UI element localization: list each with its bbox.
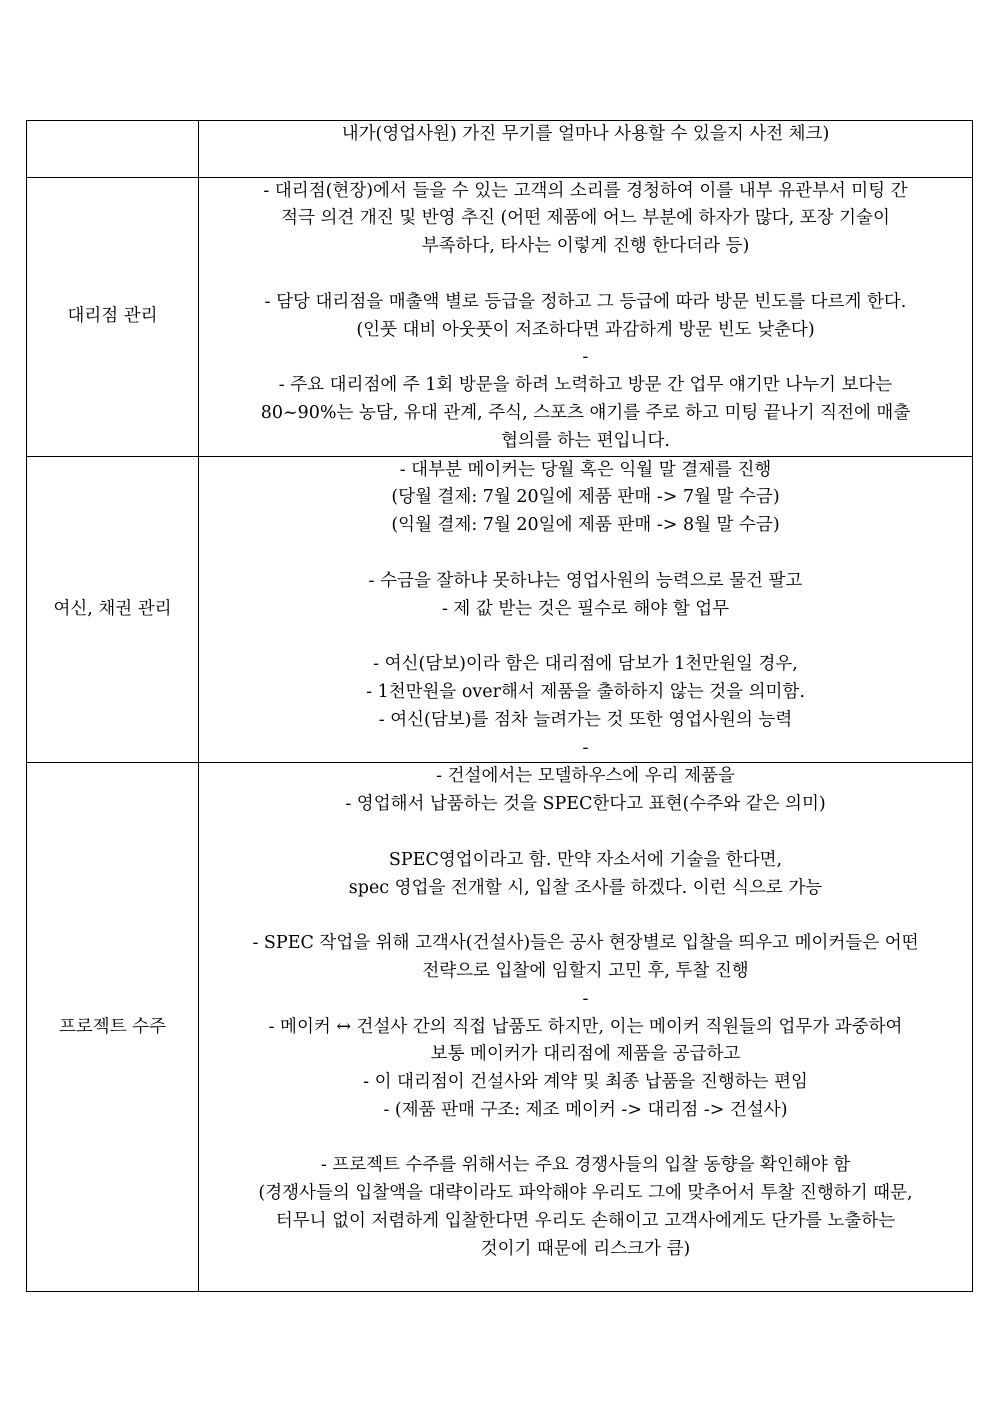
content-line: - 대리점(현장)에서 들을 수 있는 고객의 소리를 경청하여 이를 내부 유관부서 미팅 간 <box>263 180 908 201</box>
table-row <box>27 456 973 763</box>
content-line: - 수금을 잘하냐 못하냐는 영업사원의 능력으로 물건 팔고 <box>368 570 803 591</box>
table-row <box>27 121 973 178</box>
content-line <box>205 902 966 930</box>
content-line: - 영업해서 납품하는 것을 SPEC한다고 표현(수주와 같은 의미) <box>345 794 826 815</box>
content-line <box>205 261 966 289</box>
content-line: - 담당 대리점을 매출액 별로 등급을 정하고 그 등급에 따라 방문 빈도를 다르게 한다. <box>264 291 907 312</box>
row-content-cell <box>199 177 973 456</box>
content-line: 내가(영업사원) 가진 무기를 얼마나 사용할 수 있을지 사전 체크) <box>341 124 830 144</box>
content-line: spec 영업을 전개할 시, 입찰 조사를 하겠다. 이런 식으로 가능 <box>348 877 823 898</box>
content-line: - SPEC 작업을 위해 고객사(건설사)들은 공사 현장별로 입찰을 띄우고 메이커들은 어떤 <box>252 933 919 954</box>
content-line: 80~90%는 농담, 유대 관계, 주식, 스포츠 얘기를 주로 하고 미팅 끝나기 직전에 매출 <box>260 402 911 423</box>
content-line: (인풋 대비 아웃풋이 저조하다면 과감하게 방문 빈도 낮춘다) <box>356 319 815 340</box>
row-label: 대리점 관리 <box>67 306 158 327</box>
row-label-cell <box>27 177 199 456</box>
content-line: - 메이커 ↔ 건설사 간의 직접 납품도 하지만, 이는 메이커 직원들의 업무가 과중하여 <box>268 1016 903 1037</box>
row-content <box>199 763 972 1291</box>
content-line: 협의를 하는 편입니다. <box>501 430 670 451</box>
table-row <box>27 177 973 456</box>
content-line <box>205 1125 966 1153</box>
content-line: - <box>582 737 589 758</box>
row-content <box>199 121 972 177</box>
content-line: - 이 대리점이 건설사와 계약 및 최종 납품을 진행하는 편임 <box>363 1072 808 1093</box>
notes-table <box>26 120 973 1292</box>
content-line: (경쟁사들의 입찰액을 대략이라도 파악해야 우리도 그에 맞추어서 투찰 진행하기 때문, <box>258 1183 913 1204</box>
row-label: 여신, 채권 관리 <box>53 598 172 619</box>
content-line <box>205 623 966 651</box>
content-line: 터무니 없이 저렴하게 입찰한다면 우리도 손해이고 고객사에게도 단가를 노출하는 <box>275 1211 896 1232</box>
row-label-cell <box>27 456 199 763</box>
row-content-cell <box>199 456 973 763</box>
content-line: 것이기 때문에 리스크가 큼) <box>480 1238 691 1259</box>
row-content-cell <box>199 763 973 1292</box>
content-line: - 건설에서는 모델하우스에 우리 제품을 <box>436 766 735 787</box>
content-line: 보통 메이커가 대리점에 제품을 공급하고 <box>430 1044 741 1065</box>
content-line: 부족하다, 타사는 이렇게 진행 한다더라 등) <box>421 236 750 257</box>
content-line: - (제품 판매 구조: 제조 메이커 -> 대리점 -> 건설사) <box>383 1099 788 1120</box>
row-label: 프로젝트 수주 <box>59 1016 166 1037</box>
content-line: (익월 결제: 7월 20일에 제품 판매 -> 8월 말 수금) <box>391 515 780 536</box>
row-label-cell <box>27 121 199 178</box>
content-line: - 제 값 받는 것은 필수로 해야 할 업무 <box>441 598 730 619</box>
content-line: 전략으로 입찰에 임할지 고민 후, 투찰 진행 <box>422 960 749 981</box>
content-line: - 1천만원을 over해서 제품을 출하하지 않는 것을 의미함. <box>366 681 805 702</box>
content-line: 적극 의견 개진 및 반영 추진 (어떤 제품에 어느 부분에 하자가 많다, 포장 기술이 <box>281 208 890 229</box>
row-content-cell <box>199 121 973 178</box>
content-line <box>205 540 966 568</box>
content-line: - <box>582 988 589 1009</box>
content-line <box>205 819 966 847</box>
row-content <box>199 457 972 763</box>
row-content <box>199 178 972 456</box>
content-line <box>205 149 966 177</box>
content-line <box>205 1264 966 1292</box>
content-line: - 대부분 메이커는 당월 혹은 익월 말 결제를 진행 <box>399 459 772 480</box>
table-body <box>27 121 973 1292</box>
row-label-cell <box>27 763 199 1292</box>
content-line: - 여신(담보)를 점차 늘려가는 것 또한 영업사원의 능력 <box>378 709 793 730</box>
content-line: (당월 결제: 7월 20일에 제품 판매 -> 7월 말 수금) <box>391 487 780 508</box>
table-row <box>27 763 973 1292</box>
content-line: - 주요 대리점에 주 1회 방문을 하려 노력하고 방문 간 업무 얘기만 나누기 보다는 <box>278 375 893 396</box>
content-line: - 여신(담보)이라 함은 대리점에 담보가 1천만원일 경우, <box>373 654 798 675</box>
content-line: - 프로젝트 수주를 위해서는 주요 경쟁사들의 입찰 동향을 확인해야 함 <box>320 1155 851 1176</box>
content-line: - <box>582 347 589 368</box>
content-line: SPEC영업이라고 함. 만약 자소서에 기술을 한다면, <box>388 849 783 870</box>
